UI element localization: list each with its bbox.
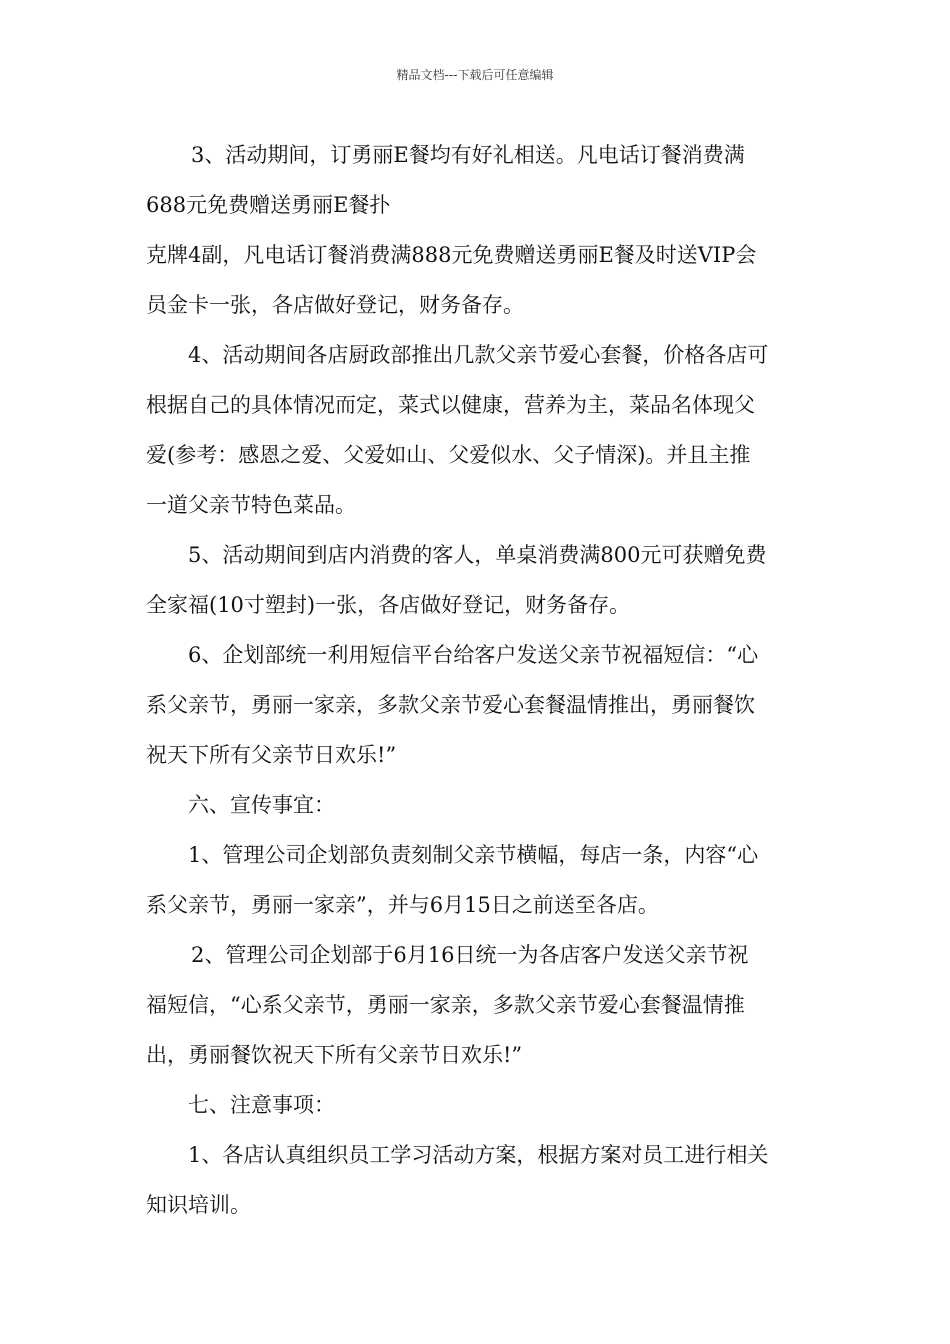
section-heading-notes — [146, 1080, 810, 1130]
text-line: 克牌4副，凡电话订餐消费满888元免费赠送勇丽E餐及时送VIP会 — [146, 243, 757, 267]
text-line: 祝天下所有父亲节日欢乐!” — [146, 743, 397, 767]
page-header: 精品文档---下载后可任意编辑 — [396, 68, 554, 82]
text-line: 1、管理公司企划部负责刻制父亲节横幅，每店一条，内容“心 — [188, 843, 759, 867]
text-line: 688元免费赠送勇丽E餐扑 — [146, 193, 391, 217]
text-line: 根据自己的具体情况而定，菜式以健康，营养为主，菜品名体现父 — [146, 393, 755, 417]
text-line: 系父亲节，勇丽一家亲，多款父亲节爱心套餐温情推出，勇丽餐饮 — [146, 693, 755, 717]
paragraph-activity-6 — [146, 630, 810, 780]
text-line: 5、活动期间到店内消费的客人，单桌消费满800元可获赠免费 — [188, 543, 767, 567]
text-line: 2、管理公司企划部于6月16日统一为各店客户发送父亲节祝 — [191, 943, 749, 967]
section-heading: 七、注意事项： — [188, 1093, 335, 1117]
paragraph-activity-3 — [146, 130, 810, 230]
text-line: 1、各店认真组织员工学习活动方案，根据方案对员工进行相关 — [188, 1143, 769, 1167]
text-line: 福短信，“心系父亲节，勇丽一家亲，多款父亲节爱心套餐温情推 — [146, 993, 745, 1017]
text-line: 6、企划部统一利用短信平台给客户发送父亲节祝福短信：“心 — [188, 643, 759, 667]
text-line: 员金卡一张，各店做好登记，财务备存。 — [146, 293, 524, 317]
paragraph-publicity-2 — [146, 930, 810, 1080]
section-heading-publicity — [146, 780, 810, 830]
text-line: 系父亲节，勇丽一家亲”，并与6月15日之前送至各店。 — [146, 893, 659, 917]
document-body — [146, 130, 810, 1230]
text-line: 爱(参考：感恩之爱、父爱如山、父爱似水、父子情深)。并且主推 — [146, 443, 751, 467]
text-line: 知识培训。 — [146, 1193, 251, 1217]
text-line: 全家福(10寸塑封)一张，各店做好登记，财务备存。 — [146, 593, 631, 617]
section-heading: 六、宣传事宜： — [188, 793, 335, 817]
paragraph-activity-5 — [146, 530, 810, 630]
paragraph-notes-1 — [146, 1130, 810, 1230]
paragraph-activity-3-continued — [146, 230, 810, 330]
paragraph-activity-4 — [146, 330, 810, 530]
text-line: 3、活动期间，订勇丽E餐均有好礼相送。凡电话订餐消费满 — [191, 143, 745, 167]
text-line: 出，勇丽餐饮祝天下所有父亲节日欢乐!” — [146, 1043, 523, 1067]
paragraph-publicity-1 — [146, 830, 810, 930]
text-line: 一道父亲节特色菜品。 — [146, 493, 356, 517]
text-line: 4、活动期间各店厨政部推出几款父亲节爱心套餐，价格各店可 — [188, 343, 769, 367]
